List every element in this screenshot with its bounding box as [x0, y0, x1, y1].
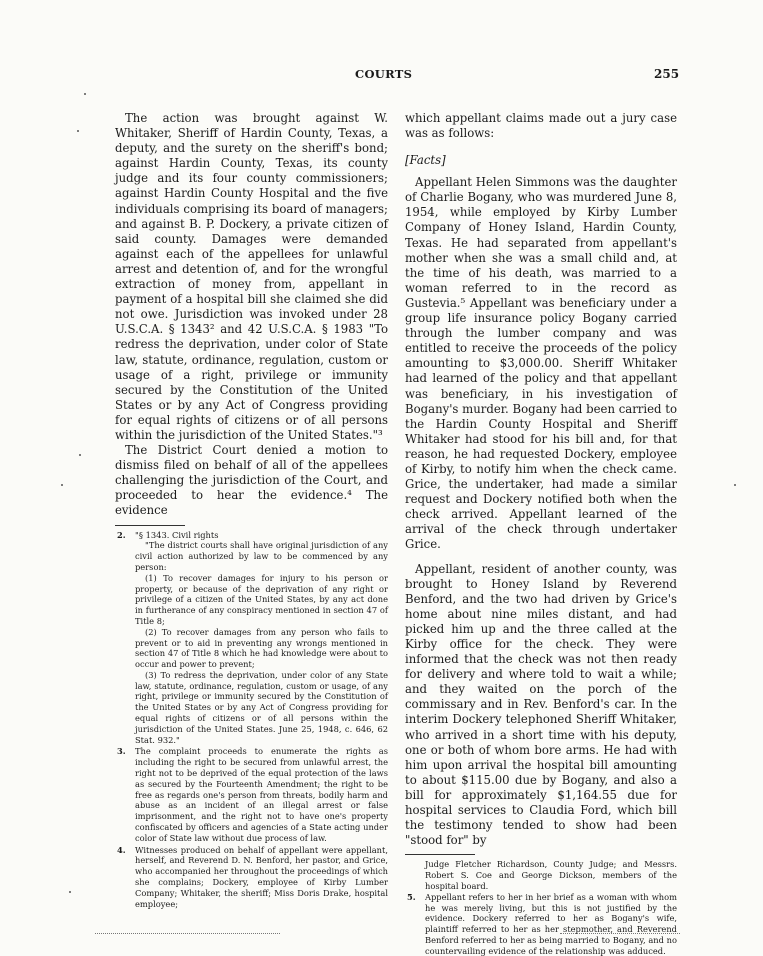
body-paragraph: The District Court denied a motion to dismiss filed on behalf of all of the appellees challenging the jurisdiction of the Court, and proceeded to hear the evidence.⁴ The evidence	[115, 443, 388, 518]
scan-speck	[734, 484, 736, 486]
footnote-number: 3.	[117, 746, 126, 757]
bottom-edge-rule	[560, 933, 680, 935]
scan-speck	[84, 93, 86, 95]
footnote-line: (2) To recover damages from any person who fails to prevent or to aid in preventing any wrongs mentioned in section 47 of Title 8 which he had knowledge were about to occur and power to prevent;	[135, 626, 388, 670]
right-column	[405, 111, 677, 956]
footnote-line: Witnesses produced on behalf of appellant were appellant, herself, and Reverend D. N. Benford, her pastor, and Grice, who accompanied her throughout the proceedings of which she complains; Dockery, employee of Kirby Lumber Company; Whitaker, the sheriff; Miss Doris Drake, hospital employee;	[135, 844, 388, 909]
footnote-divider	[115, 525, 185, 526]
scan-speck	[77, 130, 79, 132]
page-header-title: COURTS	[355, 67, 413, 81]
footnote-number: 4.	[117, 844, 126, 855]
footnote-line: "The district courts shall have original jurisdiction of any civil action authorized by law to be commenced by any person:	[135, 540, 388, 572]
footnotes	[115, 530, 388, 910]
body-paragraph: Appellant, resident of another county, was brought to Honey Island by Reverend Benford, and the two had driven by Grice's home about nine miles distant, and had picked him up and the three called at the Kirby office for the check. They were informed that the check was not then ready for delivery and where told to wait a while; and they waited on the porch of the commissary and in Rev. Benford's car. In the interim Dockery telephoned Sheriff Whitaker, who arrived in a short time with his deputy, one or both of whom bore arms. He had with him upon arrival the hospital bill amounting to about $115.00 due by Bogany, and also a bill for approximately $1,164.55 due for hospital services to Claudia Ford, which bill the testimony tended to show had been "stood for" by	[405, 561, 677, 848]
scan-speck	[61, 484, 63, 486]
footnote-2	[115, 530, 388, 746]
bottom-edge-rule	[95, 933, 280, 935]
footnote-4	[115, 845, 388, 910]
scan-speck	[69, 891, 71, 893]
footnote-line: (3) To redress the deprivation, under color of any State law, statute, ordinance, regulation, custom or usage, of any right, privilege or immunity secured by the Constitution of the United States or by any Act of Congress providing for equal rights of citizens or of all persons within the jurisdiction of the United States. June 25, 1948, c. 646, 62 Stat. 932."	[135, 669, 388, 745]
footnote-divider	[405, 854, 475, 855]
scan-speck	[79, 454, 81, 456]
footnote-continuation: Judge Fletcher Richardson, County Judge; and Messrs. Robert S. Coe and George Dickson, members of the hospital board.	[425, 859, 677, 891]
footnote-line: "§ 1343. Civil rights	[135, 529, 219, 540]
footnote-number: 2.	[117, 529, 126, 540]
section-heading: [Facts]	[405, 153, 446, 168]
page-number: 255	[654, 67, 680, 81]
body-paragraph: The action was brought against W. Whitaker, Sheriff of Hardin County, Texas, a deputy, and the surety on the sheriff's bond; against Hardin County, Texas, its county judge and its four county commissioners; against Hardin County Hospital and the five individuals comprising its board of managers; and against B. P. Dockery, a private citizen of said county. Damages were demanded against each of the appellees for unlawful arrest and detention of, and for the wrongful extraction of money from, appellant in payment of a hospital bill she claimed she did not owe. Jurisdiction was invoked under 28 U.S.C.A. § 1343² and 42 U.S.C.A. § 1983 "To redress the deprivation, under color of State law, statute, ordinance, regulation, custom or usage of a right, privilege or immunity secured by the Constitution of the United States or by any Act of Congress providing for equal rights of citizens or of all persons within the jurisdiction of the United States."³	[115, 111, 388, 442]
footnote-number: 5.	[407, 891, 416, 902]
left-column	[115, 111, 388, 910]
body-paragraph: Appellant Helen Simmons was the daughter of Charlie Bogany, who was murdered June 8, 1954, while employed by Kirby Lumber Company of Honey Island, Hardin County, Texas. He had separated from appellant's mother when she was a small child and, at the time of his death, was married to a woman referred to in the record as Gustevia.⁵ Appellant was beneficiary under a group life insurance policy Bogany carried through the lumber company and was entitled to receive the proceeds of the policy amounting to $3,000.00. Sheriff Whitaker had learned of the policy and that appellant was beneficiary, in his investigation of Bogany's murder. Bogany had been carried to the Hardin County Hospital and Sheriff Whitaker had stood for his bill and, for that reason, he had requested Dockery, employee of Kirby, to notify him when the check came. Grice, the undertaker, had made a similar request and Dockery notified both when the check arrived. Appellant learned of the arrival of the check through undertaker Grice.	[405, 175, 677, 552]
footnote-text: Appellant refers to her in her brief as a woman with whom he was merely living, but this is not justified by the evidence. Dockery referred to her as Bogany's wife, plaintiff referred to her as her stepmother, and Reverend Benford referred to her as being married to Bogany, and no countervailing evidence of the relationship was adduced.	[425, 891, 677, 956]
footnote-3	[115, 746, 388, 843]
footnote-5	[405, 892, 677, 956]
body-paragraph: which appellant claims made out a jury case was as follows:	[405, 111, 677, 141]
footnote-line: (1) To recover damages for injury to his person or property, or because of the deprivation of any right or privilege of a citizen of the United States, by any act done in furtherance of any conspiracy mentioned in section 47 of Title 8;	[135, 572, 388, 626]
footnote-line: The complaint proceeds to enumerate the rights as including the right to be secured from unlawful arrest, the right not to be deprived of the equal protection of the laws as secured by the Fourteenth Amendment; the right to be free as regards one's person from threats, bodily harm and abuse as an incident of an illegal arrest or false imprisonment, and the right not to have one's property confiscated by officers and agencies of a State acting under color of State law without due process of law.	[135, 746, 388, 843]
